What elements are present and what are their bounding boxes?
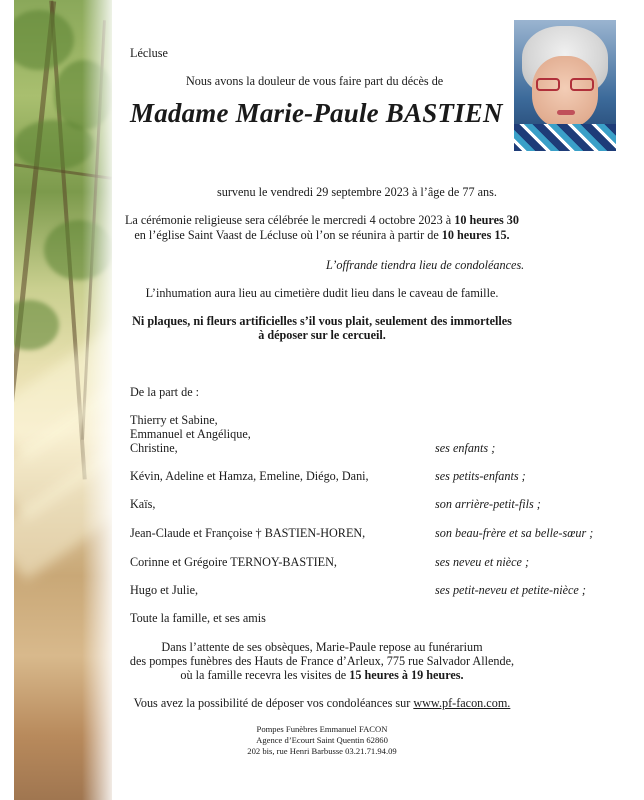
deceased-portrait-photo xyxy=(514,20,616,151)
deceased-name-title: Madame Marie-Paule BASTIEN xyxy=(130,98,503,128)
family-relation: son arrière-petit-fils ; xyxy=(435,497,541,511)
family-relation: ses petits-enfants ; xyxy=(435,469,526,483)
family-names: Corinne et Grégoire TERNOY-BASTIEN, xyxy=(130,555,337,569)
family-names: Kévin, Adeline et Hamza, Emeline, Diégo, Dani, xyxy=(130,469,369,483)
family-names: Jean-Claude et Françoise † BASTIEN-HOREN, xyxy=(130,526,366,540)
request-line-2: à déposer sur le cercueil. xyxy=(258,328,386,342)
burial-text: L’inhumation aura lieu au cimetière dudit lieu dans le caveau de famille. xyxy=(145,286,499,300)
family-relation: son beau-frère et sa belle-sœur ; xyxy=(435,526,594,540)
waiting-line-3: où la famille recevra les visites de 15 heures à 19 heures. xyxy=(180,668,464,682)
family-names: Toute la famille, et ses amis xyxy=(130,611,266,625)
request-line-1: Ni plaques, ni fleurs artificielles s’il vous plait, seulement des immortelles xyxy=(132,314,512,328)
family-names: Emmanuel et Angélique, xyxy=(130,427,251,441)
ceremony-line-2: en l’église Saint Vaast de Lécluse où l’on se réunira à partir de 10 heures 15. xyxy=(134,228,510,242)
ceremony-line-1: La cérémonie religieuse sera célébrée le mercredi 4 octobre 2023 à 10 heures 30 xyxy=(124,213,519,227)
waiting-line-2: des pompes funèbres des Hauts de France d’Arleux, 775 rue Salvador Allende, xyxy=(129,654,515,668)
footer-line-1: Pompes Funèbres Emmanuel FACON xyxy=(256,724,388,734)
intro-text: Nous avons la douleur de vous faire part du décès de xyxy=(186,74,444,88)
family-relation: ses enfants ; xyxy=(435,441,496,455)
family-names: Christine, xyxy=(130,441,178,455)
family-names: Hugo et Julie, xyxy=(130,583,199,597)
death-text: survenu le vendredi 29 septembre 2023 à l’âge de 77 ans. xyxy=(217,185,497,199)
condolences-text: Vous avez la possibilité de déposer vos condoléances sur www.pf-facon.com. xyxy=(133,696,511,710)
from-label: De la part de : xyxy=(130,385,200,399)
family-names: Thierry et Sabine, xyxy=(130,413,218,427)
offering-text: L’offrande tiendra lieu de condoléances. xyxy=(326,258,525,272)
family-relation: ses petit-neveu et petite-nièce ; xyxy=(435,583,586,597)
condolences-link[interactable]: www.pf-facon.com. xyxy=(413,696,511,710)
footer-line-3: 202 bis, rue Henri Barbusse 03.21.71.94.09 xyxy=(247,746,397,756)
family-relation: ses neveu et nièce ; xyxy=(435,555,530,569)
waiting-line-1: Dans l’attente de ses obsèques, Marie-Paule repose au funérarium xyxy=(161,640,483,654)
family-names: Kaïs, xyxy=(130,497,156,511)
town-name: Lécluse xyxy=(130,46,168,60)
footer-line-2: Agence d’Ecourt Saint Quentin 62860 xyxy=(256,735,388,745)
